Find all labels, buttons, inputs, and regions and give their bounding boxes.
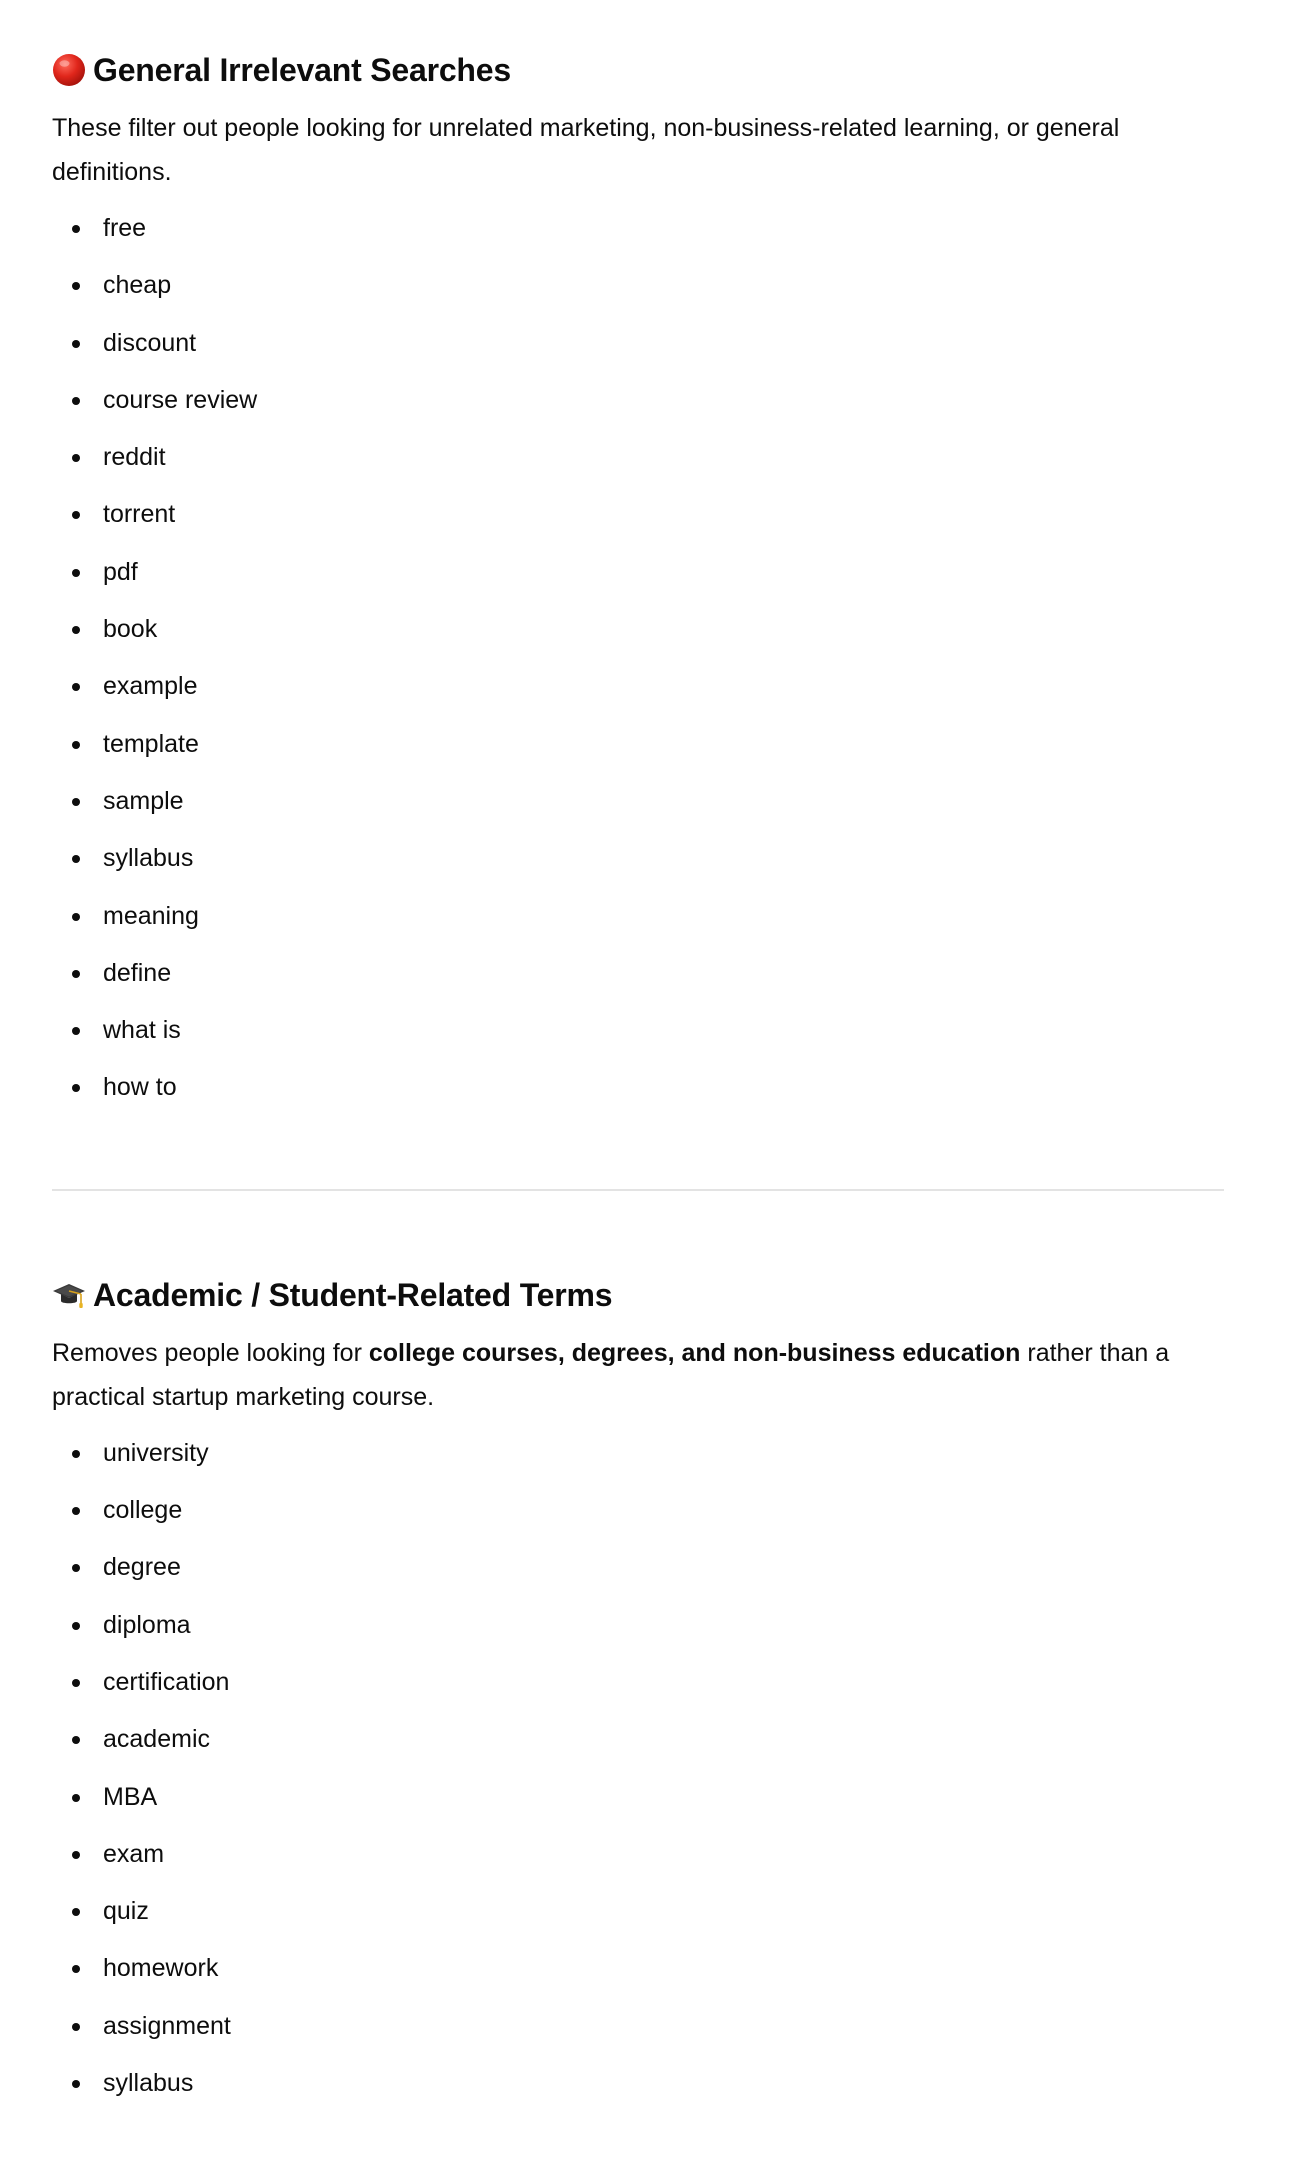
list-item: define — [52, 945, 1224, 1002]
intro-text: Removes people looking for — [52, 1338, 369, 1367]
list-item: template — [52, 716, 1224, 773]
list-item: course review — [52, 372, 1224, 429]
section-heading-text: Academic / Student-Related Terms — [93, 1276, 613, 1313]
section-academic-student-terms — [52, 1273, 1224, 2113]
graduation-cap-icon — [52, 1278, 86, 1312]
list-item: assignment — [52, 1998, 1224, 2055]
list-item: cheap — [52, 257, 1224, 314]
list-item: exam — [52, 1826, 1224, 1883]
list-item: homework — [52, 1940, 1224, 1997]
list-item: university — [52, 1425, 1224, 1482]
list-item: example — [52, 658, 1224, 715]
intro-bold-text: college courses, degrees, and non-business education — [368, 1338, 1021, 1367]
list-item: degree — [52, 1539, 1224, 1596]
list-item: discount — [52, 315, 1224, 372]
list-item: academic — [52, 1711, 1224, 1768]
list-item: college — [52, 1482, 1224, 1539]
list-item: book — [52, 601, 1224, 658]
list-item: torrent — [52, 486, 1224, 543]
list-item: sample — [52, 773, 1224, 830]
intro-text: rather than a practical startup marketing course. — [52, 1338, 1170, 1411]
section-heading-text: General Irrelevant Searches — [93, 52, 511, 88]
list-item: how to — [52, 1059, 1224, 1116]
red-circle-icon — [52, 53, 86, 87]
term-list — [52, 1425, 1224, 2113]
list-item: certification — [52, 1654, 1224, 1711]
section-intro — [52, 1331, 1224, 1419]
list-item: meaning — [52, 888, 1224, 945]
list-item: quiz — [52, 1883, 1224, 1940]
list-item: free — [52, 200, 1224, 257]
section-general-irrelevant-searches — [52, 0, 1224, 1117]
section-heading — [52, 1273, 1224, 1317]
section-heading — [52, 48, 1224, 92]
section-divider — [52, 1189, 1224, 1191]
list-item: diploma — [52, 1597, 1224, 1654]
list-item: pdf — [52, 544, 1224, 601]
list-item: syllabus — [52, 2055, 1224, 2112]
term-list — [52, 200, 1224, 1117]
section-intro: These filter out people looking for unrelated marketing, non-business-related learning, or general definitions. — [52, 114, 1120, 186]
list-item: MBA — [52, 1769, 1224, 1826]
list-item: syllabus — [52, 830, 1224, 887]
list-item: reddit — [52, 429, 1224, 486]
list-item: what is — [52, 1002, 1224, 1059]
